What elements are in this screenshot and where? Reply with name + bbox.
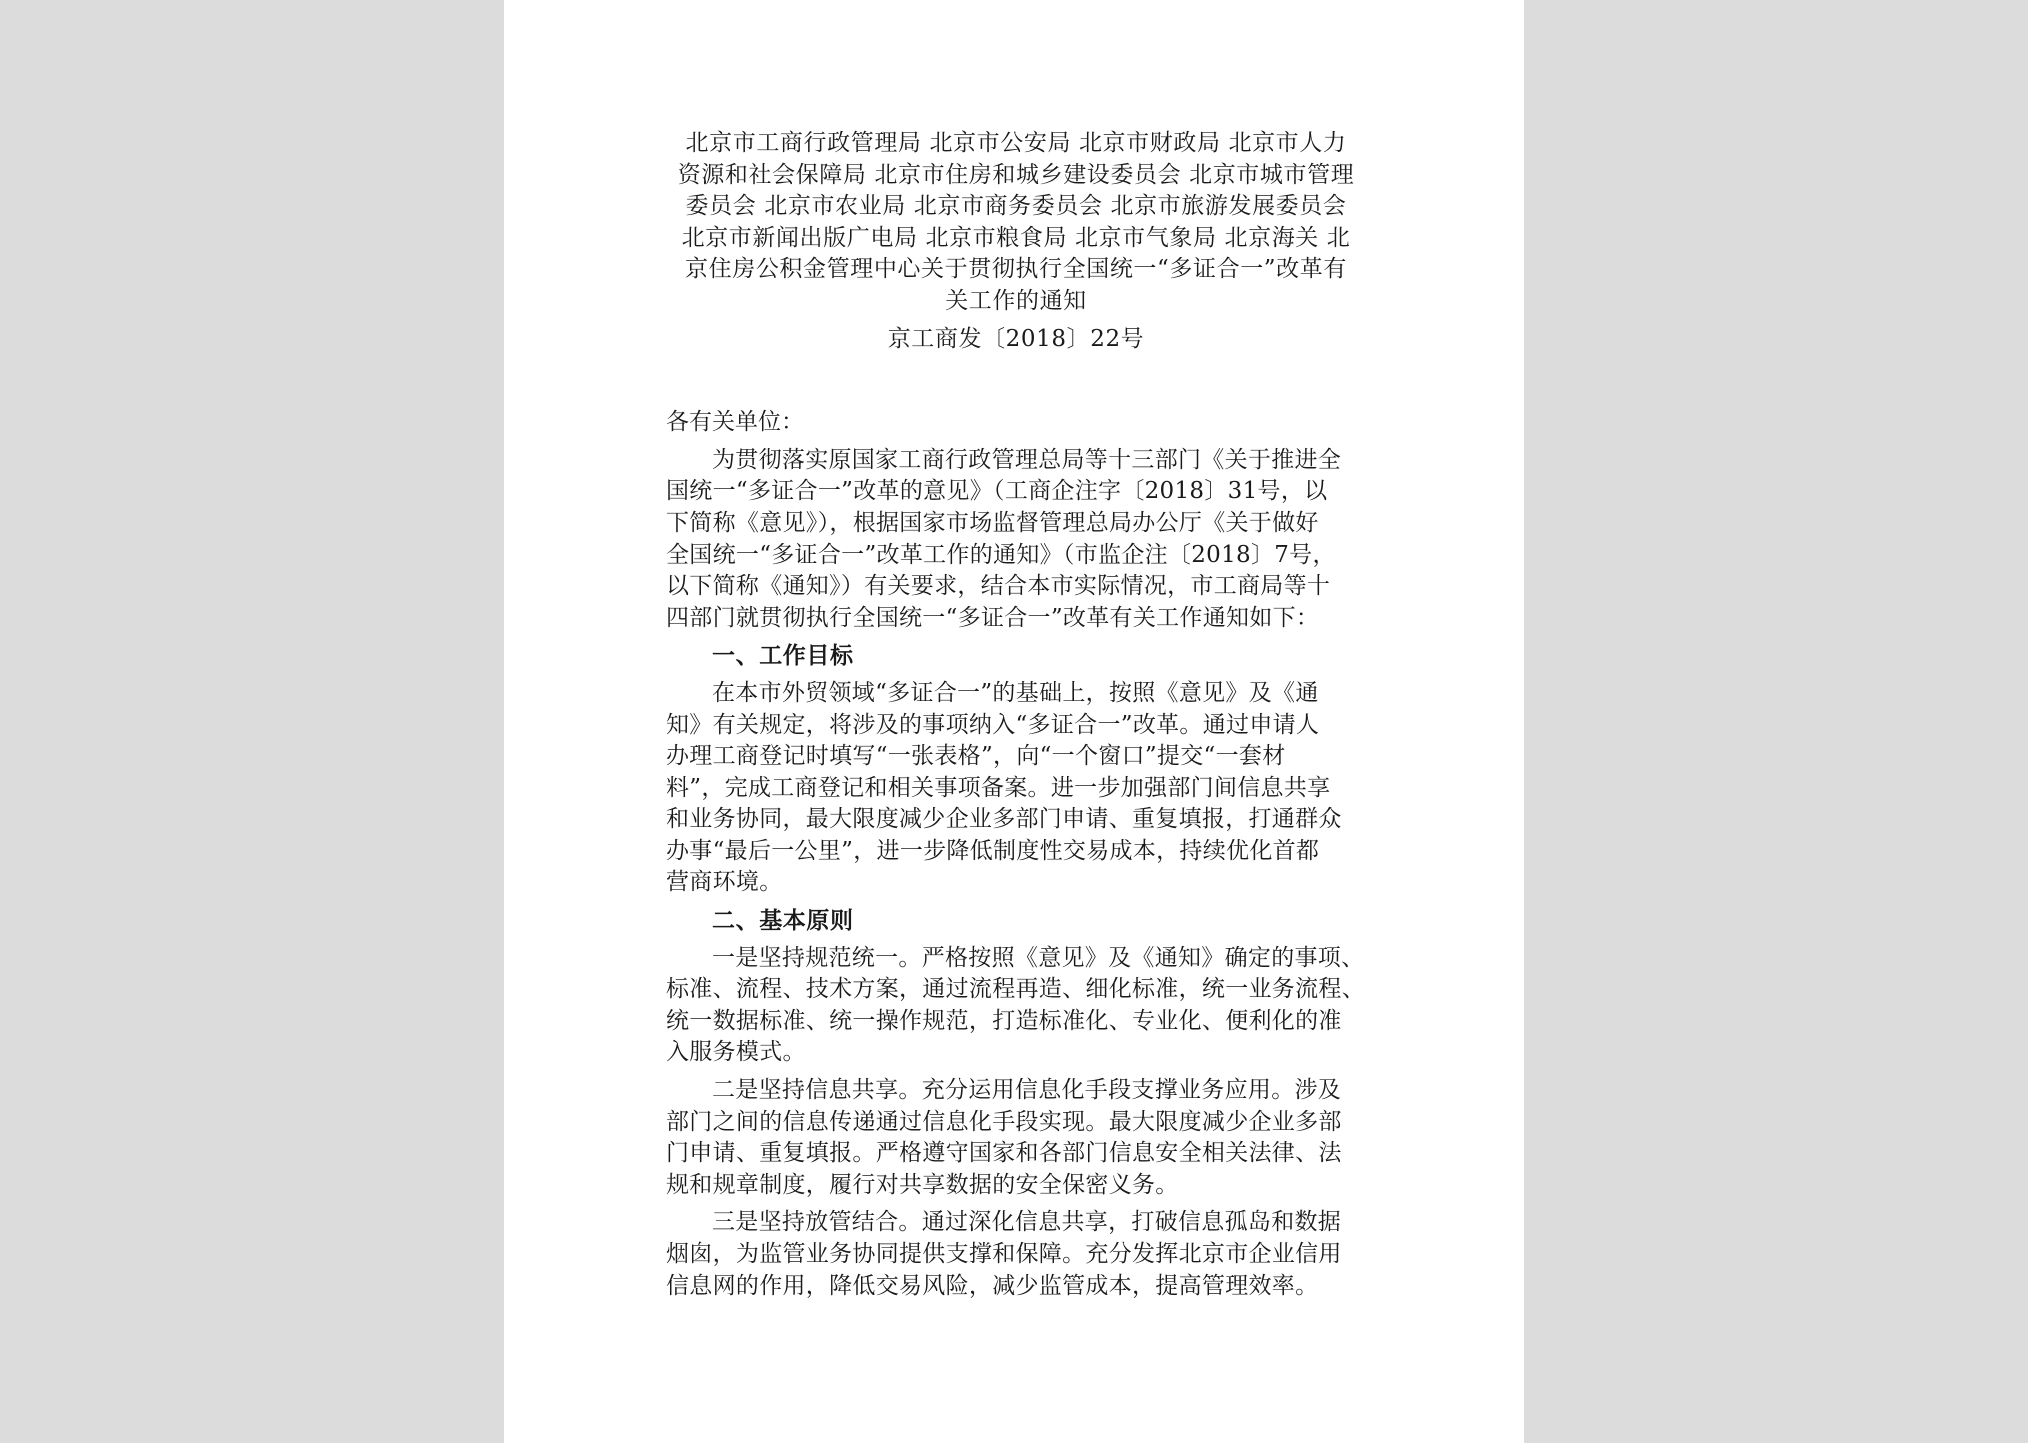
title-line: 关工作的通知	[945, 287, 1087, 314]
title-line: 委员会 北京市农业局 北京市商务委员会 北京市旅游发展委员会	[685, 193, 1347, 220]
paragraph-line: 四部门就贯彻执行全国统一“多证合一”改革有关工作通知如下：	[666, 604, 1320, 631]
principle-paragraph-3	[666, 1207, 1366, 1302]
paragraph-line: 一是坚持规范统一。严格按照《意见》及《通知》确定的事项、	[712, 944, 1365, 971]
paragraph-line: 在本市外贸领域“多证合一”的基础上，按照《意见》及《通	[712, 679, 1319, 706]
document-content	[666, 128, 1366, 1308]
paragraph-line: 烟囱，为监管业务协同提供支撑和保障。充分发挥北京市企业信用	[666, 1241, 1342, 1267]
title-line: 资源和社会保障局 北京市住房和城乡建设委员会 北京市城市管理	[677, 161, 1355, 188]
work-goal-paragraph	[666, 678, 1366, 899]
section-heading-basic-principles: 二、基本原则	[712, 907, 854, 935]
paragraph-line: 规和规章制度，履行对共享数据的安全保密义务。	[666, 1171, 1179, 1198]
paragraph-line: 二是坚持信息共享。充分运用信息化手段支撑业务应用。涉及	[712, 1077, 1342, 1104]
paragraph-line: 和业务协同，最大限度减少企业多部门申请、重复填报，打通群众	[666, 806, 1342, 833]
paragraph-line: 统一数据标准、统一操作规范，打造标准化、专业化、便利化的准	[666, 1007, 1342, 1034]
paragraph-line: 标准、流程、技术方案，通过流程再造、细化标准，统一业务流程、	[666, 976, 1365, 1003]
document-title	[666, 128, 1366, 318]
paragraph-line: 以下简称《通知》）有关要求，结合本市实际情况，市工商局等十	[666, 573, 1331, 600]
paragraph-line: 办事“最后一公里”，进一步降低制度性交易成本，持续优化首都	[666, 837, 1320, 864]
paragraph-line: 全国统一“多证合一”改革工作的通知》（市监企注〔2018〕7号，	[666, 541, 1336, 568]
paragraph-line: 入服务模式。	[666, 1039, 806, 1066]
salutation: 各有关单位：	[666, 409, 804, 436]
title-line: 京住房公积金管理中心关于贯彻执行全国统一“多证合一”改革有	[685, 256, 1347, 283]
paragraph-line: 为贯彻落实原国家工商行政管理总局等十三部门《关于推进全	[712, 446, 1342, 473]
paragraph-line: 门申请、重复填报。严格遵守国家和各部门信息安全相关法律、法	[666, 1140, 1342, 1167]
section-heading-work-goal: 一、工作目标	[712, 642, 854, 670]
paragraph-line: 部门之间的信息传递通过信息化手段实现。最大限度减少企业多部	[666, 1108, 1342, 1135]
principle-paragraph-1	[666, 943, 1366, 1069]
title-line: 北京市工商行政管理局 北京市公安局 北京市财政局 北京市人力	[685, 130, 1347, 156]
paragraph-line: 料”，完成工商登记和相关事项备案。进一步加强部门间信息共享	[666, 774, 1331, 801]
paragraph-line: 三是坚持放管结合。通过深化信息共享，打破信息孤岛和数据	[712, 1209, 1342, 1236]
document-page	[504, 0, 1524, 1443]
paragraph-line: 国统一“多证合一”改革的意见》（工商企注字〔2018〕31号，以	[666, 478, 1328, 505]
principle-paragraph-2	[666, 1075, 1366, 1201]
paragraph-line: 下简称《意见》），根据国家市场监督管理总局办公厅《关于做好	[666, 509, 1319, 536]
document-number: 京工商发〔2018〕22号	[887, 325, 1145, 352]
paragraph-line: 办理工商登记时填写“一张表格”，向“一个窗口”提交“一套材	[666, 743, 1286, 770]
intro-paragraph	[666, 445, 1366, 635]
paragraph-line: 营商环境。	[666, 869, 783, 896]
paragraph-line: 知》有关规定，将涉及的事项纳入“多证合一”改革。通过申请人	[666, 711, 1320, 738]
paragraph-line: 信息网的作用，降低交易风险，减少监管成本，提高管理效率。	[666, 1272, 1319, 1299]
title-line: 北京市新闻出版广电局 北京市粮食局 北京市气象局 北京海关 北	[681, 224, 1351, 251]
